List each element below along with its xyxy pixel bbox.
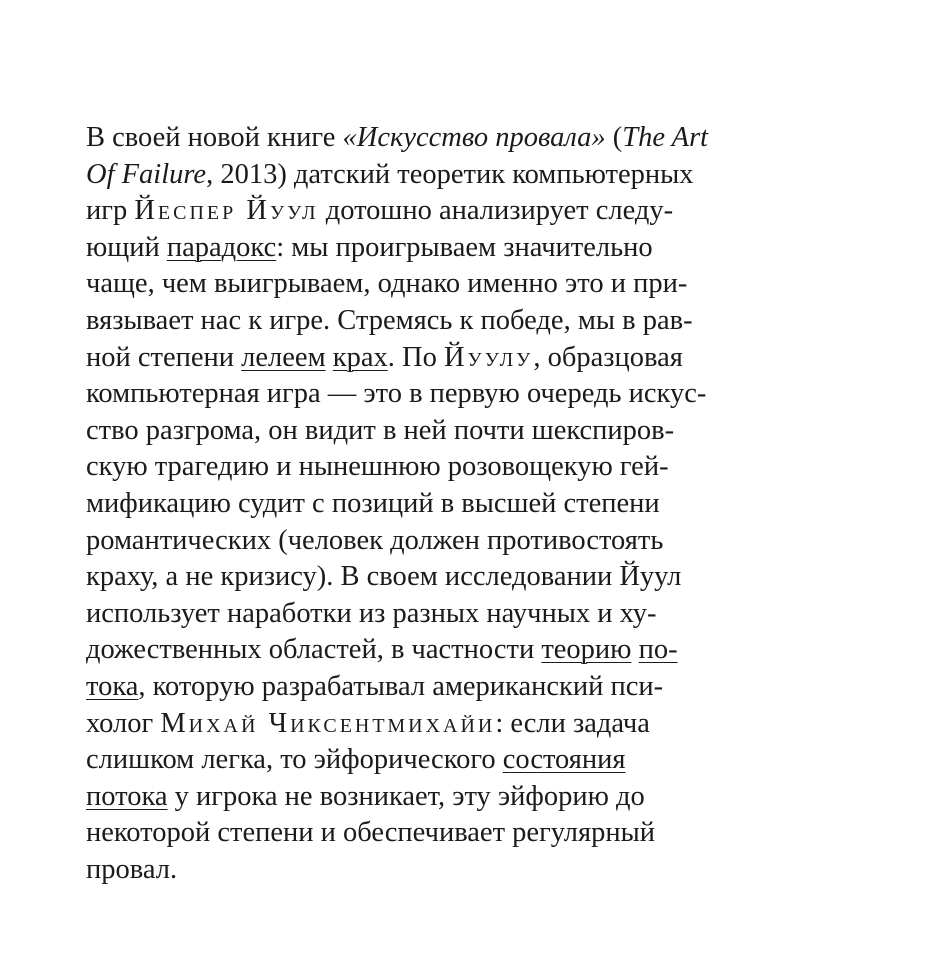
link-potoka-part2[interactable]: тока [86, 670, 139, 702]
text-segment: скую трагедию и нынешнюю розовощекую гей- [86, 451, 669, 483]
text-line [86, 413, 856, 450]
link-leleem[interactable]: лелеем [241, 341, 326, 373]
text-segment: . По [387, 341, 444, 373]
text-line [86, 266, 856, 303]
italic-title: Of Failure [86, 158, 207, 190]
text-segment: , 2013) датский теоретик компьютерных [206, 158, 694, 190]
text-line [86, 486, 856, 523]
text-line [86, 120, 856, 157]
text-line [86, 852, 856, 889]
article-text [86, 120, 856, 888]
text-segment: дожественных областей, в частности [86, 634, 542, 666]
link-krakh[interactable]: крах [332, 341, 388, 373]
text-segment: краху, а не кризису). В своем исследовании Йуул [86, 561, 682, 593]
text-line [86, 669, 856, 706]
text-line [86, 449, 856, 486]
link-potoka[interactable]: потока [86, 780, 168, 812]
italic-title: The Art [622, 122, 709, 153]
text-line [86, 559, 856, 596]
text-segment: романтических (человек должен противостоять [86, 524, 664, 556]
text-line [86, 706, 856, 743]
text-line [86, 376, 856, 413]
text-segment: ной степени [86, 341, 242, 373]
text-line [86, 193, 856, 230]
text-segment: дотошно анализирует следу- [318, 195, 674, 227]
person-name: Михай Чиксентмихайи [160, 707, 496, 739]
text-segment: , образцовая [533, 341, 683, 373]
text-segment: игр [86, 195, 135, 227]
link-paradox[interactable]: парадокс [166, 231, 277, 263]
text-segment: вязывает нас к игре. Стремясь к победе, мы в рав- [86, 304, 693, 336]
text-segment: : мы проигрываем значительно [276, 231, 653, 263]
text-segment [631, 634, 638, 665]
text-segment: компьютерная игра — это в первую очередь искус- [86, 378, 707, 410]
text-segment: у игрока не возникает, эту эйфорию до [167, 780, 645, 812]
text-line [86, 815, 856, 852]
text-segment: слишком легка, то эйфорического [86, 744, 503, 776]
text-line [86, 157, 856, 194]
text-segment: мификацию судит с позиций в высшей степени [86, 487, 660, 519]
link-teoriyu[interactable]: теорию [541, 634, 632, 666]
text-segment [326, 342, 333, 373]
text-segment: В своей новой книге [86, 122, 343, 153]
text-line [86, 596, 856, 633]
text-line [86, 303, 856, 340]
text-line [86, 230, 856, 267]
text-line [86, 340, 856, 377]
person-name: Йуулу [443, 341, 534, 373]
text-line [86, 523, 856, 560]
text-segment: провал. [86, 853, 178, 885]
text-segment: : если задача [495, 707, 650, 739]
text-segment: , которую разрабатывал американский пси- [138, 670, 664, 702]
link-sostoyaniya[interactable]: состояния [502, 744, 626, 776]
text-segment: ство разгрома, он видит в ней почти шекспиров- [86, 414, 675, 446]
text-segment: использует наработки из разных научных и ху- [86, 597, 657, 629]
text-segment: некоторой степени и обеспечивает регулярный [86, 817, 655, 849]
link-potoka-part1[interactable]: по- [638, 634, 678, 666]
text-line [86, 742, 856, 779]
italic-title: «Искусство провала» [342, 122, 606, 153]
text-line [86, 632, 856, 669]
text-segment: ( [605, 122, 623, 153]
text-segment: чаще, чем выигрываем, однако именно это и при- [86, 268, 688, 300]
person-name: Йеспер Йуул [134, 195, 319, 227]
text-segment: ющий [86, 231, 167, 263]
text-segment: холог [86, 707, 161, 739]
text-line [86, 779, 856, 816]
